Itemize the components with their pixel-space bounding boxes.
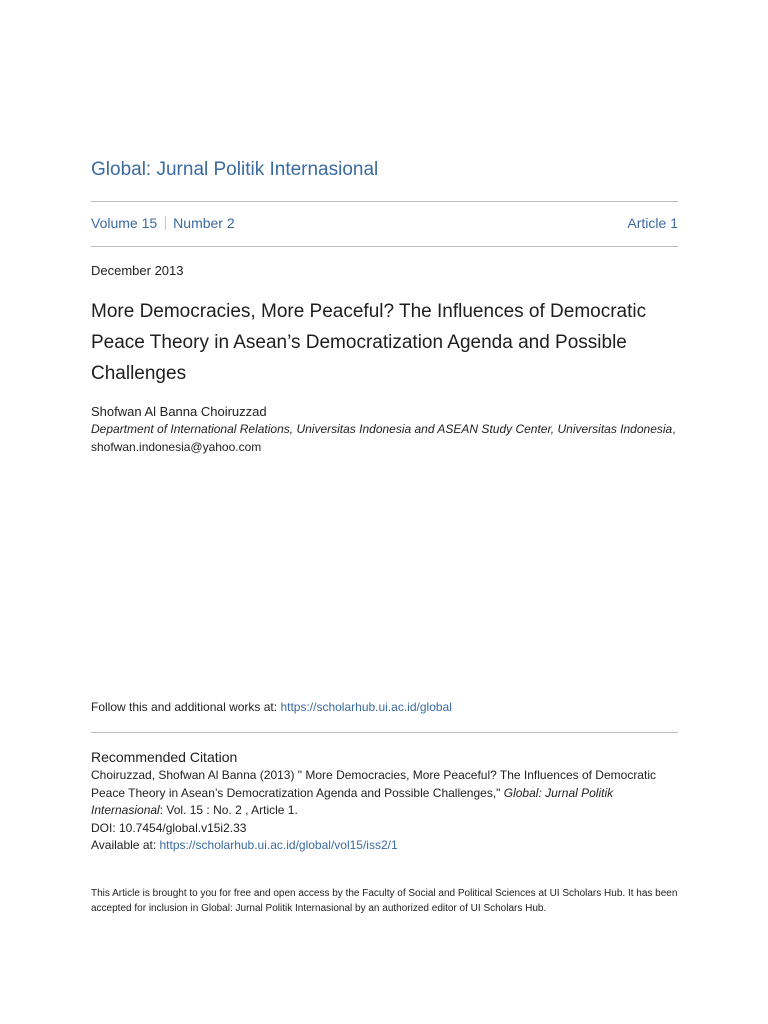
author-name: Shofwan Al Banna Choiruzzad [91, 404, 267, 419]
citation-divider [91, 732, 678, 733]
author-email: , shofwan.indonesia@yahoo.com [91, 422, 676, 454]
open-access-notice: This Article is brought to you for free and open access by the Faculty of Social and Political Sciences at UI Scholars Hub. It has been accepted for inclusion in Global: Jurnal Politik Internasional by an authorized editor of UI Scholars Hub. [91, 888, 678, 914]
issue-separator [165, 216, 166, 230]
citation-text: Choiruzzad, Shofwan Al Banna (2013) " More Democracies, More Peaceful? The Influences of Democratic Peace Theory in Asean’s Democratization Agenda and Possible Challenges," [91, 768, 656, 800]
recommended-citation-heading: Recommended Citation [91, 749, 238, 765]
publication-date: December 2013 [91, 263, 184, 278]
issue-bar [91, 212, 678, 234]
cover-page [91, 0, 678, 1024]
issue-divider [91, 246, 678, 247]
number-link[interactable]: Number 2 [173, 215, 235, 231]
citation-body [91, 767, 681, 855]
author-affiliation [91, 420, 681, 456]
article-number-link[interactable]: Article 1 [627, 215, 678, 231]
follow-works [91, 698, 452, 716]
top-divider [91, 201, 678, 202]
follow-label: Follow this and additional works at: [91, 700, 281, 714]
affiliation-text: Department of International Relations, Universitas Indonesia and ASEAN Study Center, Universitas Indonesia [91, 422, 673, 436]
citation-journal: Global: Jurnal Politik Internasional [91, 785, 614, 817]
journal-title-link[interactable]: Global: Jurnal Politik Internasional [91, 159, 379, 180]
follow-url-link[interactable]: https://scholarhub.ui.ac.id/global [280, 700, 452, 714]
available-label: Available at: [91, 838, 160, 852]
volume-link[interactable]: Volume 15 [91, 215, 158, 231]
citation-doi: DOI: 10.7454/global.v15i2.33 [91, 820, 247, 835]
issue-volume-number [91, 212, 235, 234]
available-url-link[interactable]: https://scholarhub.ui.ac.id/global/vol15/iss2/1 [159, 838, 398, 852]
citation-volume: : Vol. 15 : No. 2 , Article 1. [159, 803, 298, 817]
article-title: More Democracies, More Peaceful? The Influences of Democratic Peace Theory in Asean’s Democratization Agenda and Possible Challenges [91, 301, 647, 384]
